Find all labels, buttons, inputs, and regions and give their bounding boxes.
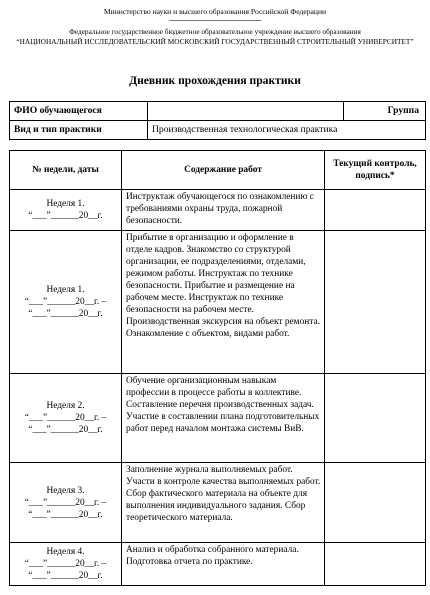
work-content: Заполнение журнала выполняемых работ. Участи в контроле качества выполняемых работ. Сбор фактического материала на объекте для выполнения индивидуального задания. Сбор теоретического материала. [122, 463, 325, 543]
content-column-header: Содержание работ [122, 151, 325, 190]
practice-type-value: Производственная технологическая практика [148, 121, 426, 140]
control-column-header: Текущий контроль, подпись* [325, 151, 426, 190]
control-signature [325, 231, 426, 374]
week-date-end: “___”______20__г. [28, 309, 103, 319]
work-content: Инструктаж обучающегося по ознакомлению с требованиями охраны труда, пожарной безопасности. [122, 190, 325, 231]
week-cell [10, 190, 122, 231]
week-cell [10, 543, 122, 586]
group-label: Группа [344, 102, 426, 121]
table-row [10, 374, 426, 463]
week-date-end: “___”______20__г. [28, 571, 103, 581]
week-date-start: “___”______20__г. – [24, 413, 107, 423]
practice-type-label: Вид и тип практики [10, 121, 148, 140]
table-row [10, 190, 426, 231]
week-date-end: “___”______20__г. [28, 425, 103, 435]
week-date-start: “___”______20__г. – [24, 297, 107, 307]
student-info-table [9, 101, 426, 140]
week-label: Неделя 3. [46, 485, 85, 496]
diary-table [9, 150, 426, 586]
diary-table-header [10, 151, 426, 190]
week-date-end: “___”______20__г. [28, 509, 103, 520]
header-separator: ----------------------------------------------------- [169, 16, 261, 24]
week-cell [10, 231, 122, 374]
work-content: Обучение организационным навыкам профессии в процессе работы в коллективе. Составление перечня производственных задач. Участие в составлении плана подготовительных работ перед началом монтажа системы ВиВ. [122, 374, 325, 463]
week-cell [10, 374, 122, 463]
week-label: Неделя 4. [46, 547, 85, 557]
week-column-header: № недели, даты [10, 151, 122, 190]
table-row [10, 231, 426, 374]
week-label: Неделя 1. [46, 285, 85, 295]
week-cell [10, 463, 122, 543]
control-signature [325, 374, 426, 463]
week-date-start: “___”______20__г. – [24, 497, 107, 508]
table-row [10, 543, 426, 586]
week-date: “___”______20__г. [28, 211, 103, 221]
control-signature [325, 463, 426, 543]
university-name: “НАЦИОНАЛЬНЫЙ ИССЛЕДОВАТЕЛЬСКИЙ МОСКОВСКИЙ ГОСУДАРСТВЕННЫЙ СТРОИТЕЛЬНЫЙ УНИВЕРСИТЕТ” [16, 37, 414, 46]
practice-type-row [10, 121, 426, 140]
week-label: Неделя 1. [46, 199, 85, 209]
control-signature [325, 190, 426, 231]
institution-type: Федеральное государственное бюджетное образовательное учреждение высшего образования [69, 27, 361, 36]
table-row [10, 463, 426, 543]
work-content: Прибытие в организацию и оформление в отделе кадров. Знакомство со структурой организации, ее подразделениями, отделами, режимом работы. Инструктаж по технике безопасности. Прибытие и размещение на рабочем месте. Инструктаж по технике безопасности на рабочем месте. Производственная экскурсия на объект ремонта. Ознакомление с объектом, видами работ. [122, 231, 325, 374]
fio-label: ФИО обучающегося [10, 102, 148, 121]
week-label: Неделя 2. [46, 401, 85, 411]
fio-value [148, 102, 344, 121]
control-signature [325, 543, 426, 586]
ministry-name: Министерство науки и высшего образования Российской Федерации [103, 7, 327, 16]
fio-row [10, 102, 426, 121]
page-title: Дневник прохождения практики [129, 74, 301, 87]
week-date-start: “___”______20__г. – [24, 559, 107, 569]
work-content: Анализ и обработка собранного материала. Подготовка отчета по практике. [122, 543, 325, 586]
